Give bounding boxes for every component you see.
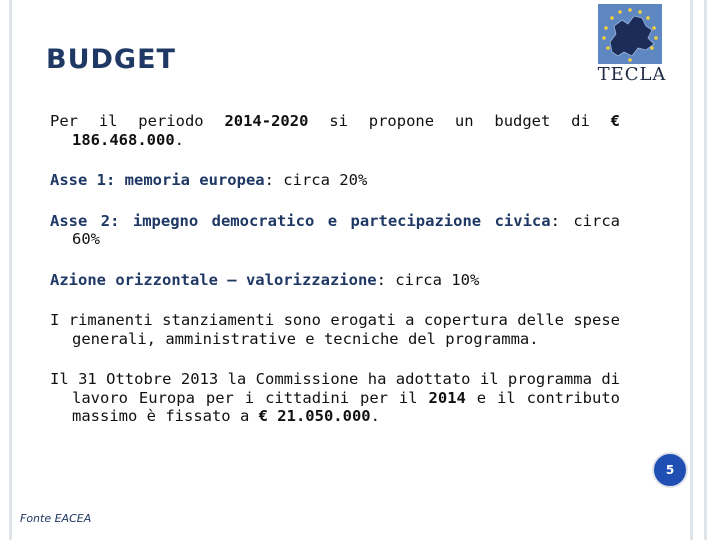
text-span: . [370, 407, 380, 425]
budget-amount: € 186.468.000 [72, 112, 620, 149]
programme-year: 2014 [428, 388, 466, 407]
text-span: e il contributo massimo è fissato a [72, 388, 620, 425]
work-programme-paragraph [50, 370, 620, 426]
budget-paragraph [50, 112, 620, 149]
slide-body [50, 112, 620, 426]
asse-1-value: : circa 20% [264, 171, 368, 189]
page-number-badge: 5 [652, 452, 688, 488]
tecla-logo [592, 2, 672, 88]
slide-frame-left [9, 0, 12, 540]
logo-text: TECLA [597, 64, 667, 85]
asse-2-paragraph [50, 212, 620, 249]
text-span: . [174, 130, 184, 149]
remaining-funds-paragraph: I rimanenti stanziamenti sono erogati a copertura delle spese generali, amministrative e tecniche del programma. [50, 311, 620, 348]
text-span: Il 31 Ottobre 2013 la Commissione ha adottato il programma di lavoro Europa per i cittadini per il [50, 370, 620, 407]
slide-frame-right-outer [704, 0, 707, 540]
slide-frame-right-inner [690, 0, 693, 540]
eu-map-stars-icon [598, 4, 662, 64]
asse-2-label: Asse 2: impegno democratico e partecipazione civica [50, 211, 551, 230]
asse-1-label: Asse 1: memoria europea [50, 171, 265, 189]
asse-1-paragraph [50, 171, 620, 190]
slide-title: BUDGET [46, 44, 176, 75]
text-span: si propone un budget di [308, 112, 611, 130]
azione-orizzontale-value: : circa 10% [376, 270, 480, 289]
max-contribution-amount: € 21.050.000 [258, 407, 371, 425]
text-span: Per il periodo [50, 112, 225, 130]
asse-2-value: : circa 60% [72, 211, 621, 248]
budget-period: 2014-2020 [224, 112, 309, 130]
azione-orizzontale-label: Azione orizzontale – valorizzazione [50, 270, 377, 289]
source-note: Fonte EACEA [20, 512, 92, 525]
azione-orizzontale-paragraph [50, 271, 620, 290]
